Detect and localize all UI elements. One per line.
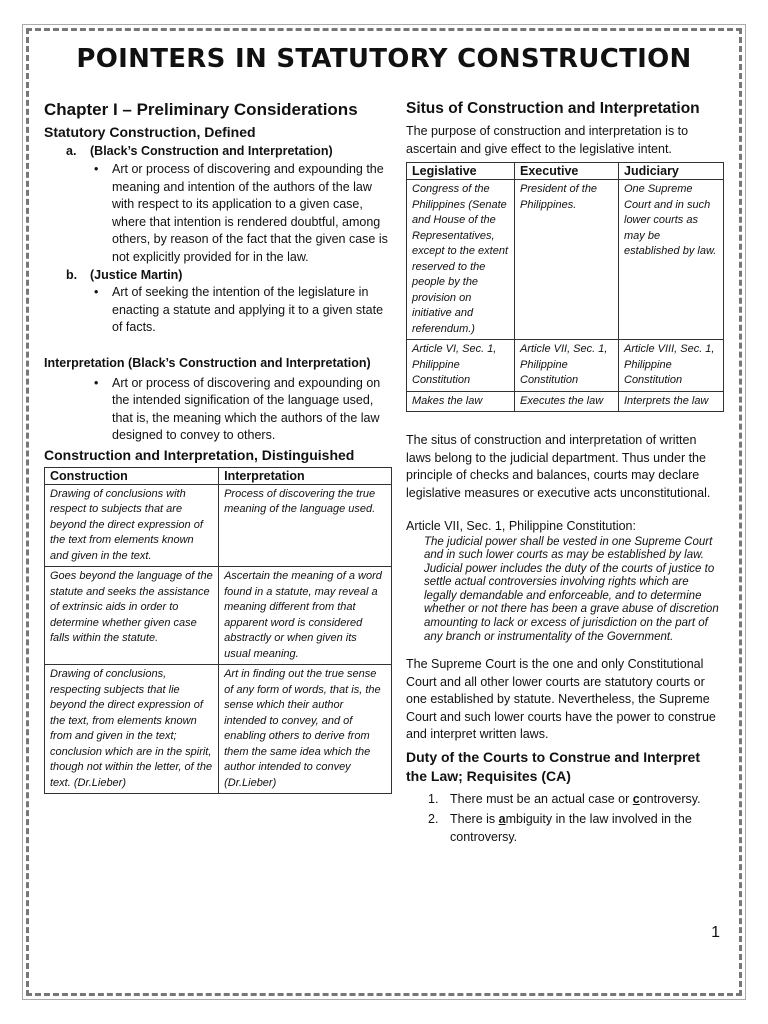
table-cell: Process of discovering the true meaning of the language used.: [219, 484, 392, 567]
table-cell: Makes the law: [407, 391, 515, 412]
page-title: POINTERS IN STATUTORY CONSTRUCTION: [76, 44, 692, 74]
branches-table: [406, 162, 724, 412]
table-row: [45, 484, 392, 567]
table-cell: Executes the law: [515, 391, 619, 412]
requisite-number: 2.: [428, 811, 439, 826]
requisite-item: [428, 790, 724, 808]
distinction-table: [44, 467, 392, 795]
table-header: Legislative: [407, 163, 515, 180]
list-text: (Black’s Construction and Interpretation): [90, 144, 333, 158]
situs-paragraph: The situs of construction and interpretation of written laws belong to the judicial department. Thus under the principle of checks and balances, courts may declare legislative measures or executive acts unconstitutional.: [406, 433, 711, 500]
table-header-row: [45, 467, 392, 484]
table-cell: Article VII, Sec. 1, Philippine Constitution: [515, 340, 619, 392]
requisite-text-post: mbiguity in the law involved in the controversy.: [450, 811, 692, 844]
table-header: Interpretation: [219, 467, 392, 484]
distinguished-heading: Construction and Interpretation, Distinguished: [44, 446, 355, 463]
requisite-item: [428, 810, 724, 846]
list-label: a.: [66, 144, 77, 158]
table-cell: Article VIII, Sec. 1, Philippine Constitution: [619, 340, 724, 392]
list-text: (Justice Martin): [90, 268, 183, 282]
table-header-row: [407, 163, 724, 180]
table-cell: Ascertain the meaning of a word found in a statute, may reveal a meaning different from that apparent word is considered abstractly or when given its usual meaning.: [219, 567, 392, 665]
bullet-text: Art or process of discovering and expounding on the intended signification of the language used, that is, the meaning which the authors of the law designed to convey to others.: [112, 375, 381, 442]
bullet-interp: [94, 375, 392, 445]
table-row: [45, 567, 392, 665]
table-row: [407, 391, 724, 412]
left-column: [44, 100, 392, 794]
bullet-icon: •: [94, 285, 99, 299]
list-item-a: [66, 144, 392, 158]
table-cell: Congress of the Philippines (Senate and House of the Representatives, except to the extent reserved to the people by the provision on initiative and referendum.): [407, 180, 515, 340]
bullet-b: [94, 284, 392, 337]
constitution-quote: The judicial power shall be vested in one Supreme Court and in such lower courts as may be established by law.: [424, 535, 713, 562]
requisite-mnemonic: a: [498, 811, 506, 826]
requisite-text-pre: There is: [450, 811, 499, 826]
table-cell: Goes beyond the language of the statute and seeks the assistance of extrinsic aids in order to determine whether given case falls within the statute.: [45, 567, 219, 665]
table-cell: President of the Philippines.: [515, 180, 619, 340]
duty-heading: Duty of the Courts to Construe and Interpret the Law; Requisites (CA): [406, 748, 700, 784]
bullet-text: Art or process of discovering and expounding the meaning and intention of the authors of the law with respect to its application to a given case, where that intention is rendered doubtful, among others, by reason of the fact that the given case is not explicitly provided for in the law.: [112, 162, 388, 264]
list-item-b: [66, 268, 392, 282]
requisite-mnemonic: c: [632, 791, 640, 806]
requisite-number: 1.: [428, 791, 439, 806]
interpretation-heading: Interpretation (Black’s Construction and Interpretation): [44, 355, 371, 370]
table-cell: Drawing of conclusions, respecting subjects that lie beyond the direct expression of the text, from elements known from and given in the text; conclusion which are in the spirit, though not within the letter, of the text. (Dr.Lieber): [45, 665, 219, 794]
requisite-text-post: ontroversy.: [639, 791, 701, 806]
table-row: [45, 665, 392, 794]
table-cell: One Supreme Court and in such lower courts as may be established by law.: [619, 180, 724, 340]
table-row: [407, 340, 724, 392]
requisite-text: [450, 810, 724, 846]
article-label: Article VII, Sec. 1, Philippine Constitution:: [406, 519, 636, 533]
bullet-text: Art of seeking the intention of the legislature in enacting a statute and applying it to a given state of facts.: [112, 285, 384, 334]
list-label: b.: [66, 268, 78, 282]
table-cell: Drawing of conclusions with respect to subjects that are beyond the direct expression of the text from elements known and given in the text.: [45, 484, 219, 567]
chapter-heading: Chapter I – Preliminary Considerations: [44, 100, 358, 119]
table-row: [407, 180, 724, 340]
bullet-a: [94, 161, 392, 266]
table-header: Executive: [515, 163, 619, 180]
table-cell: Interprets the law: [619, 391, 724, 412]
page-number: 1: [711, 924, 720, 941]
situs-heading: Situs of Construction and Interpretation: [406, 100, 700, 117]
purpose-paragraph: The purpose of construction and interpretation is to ascertain and give effect to the legislative intent.: [406, 124, 689, 156]
requisite-text: [450, 790, 701, 808]
constitution-quote: Judicial power includes the duty of the courts of justice to settle actual controversies involving rights which are legally demandable and enforceable, and to determine whether or not there has been a grave abuse of discretion amounting to lack or excess of jurisdiction on the part of any branch or instrumentality of the Government.: [424, 562, 719, 643]
bullet-icon: •: [94, 162, 99, 176]
right-column: [406, 100, 724, 846]
table-cell: Article VI, Sec. 1, Philippine Constitution: [407, 340, 515, 392]
table-header: Construction: [45, 467, 219, 484]
defined-heading: Statutory Construction, Defined: [44, 124, 256, 140]
table-header: Judiciary: [619, 163, 724, 180]
table-cell: Art in finding out the true sense of any form of words, that is, the sense which their author intended to convey, and of enabling others to derive from them the same idea which the author intended to convey (Dr.Lieber): [219, 665, 392, 794]
requisite-text-pre: There must be an actual case or: [450, 791, 633, 806]
bullet-icon: •: [94, 375, 99, 390]
supreme-court-paragraph: The Supreme Court is the one and only Constitutional Court and all other lower courts are statutory courts or one established by statute. Nevertheless, the Supreme Court and such lower courts have the power to construe and interpret written laws.: [406, 657, 716, 742]
